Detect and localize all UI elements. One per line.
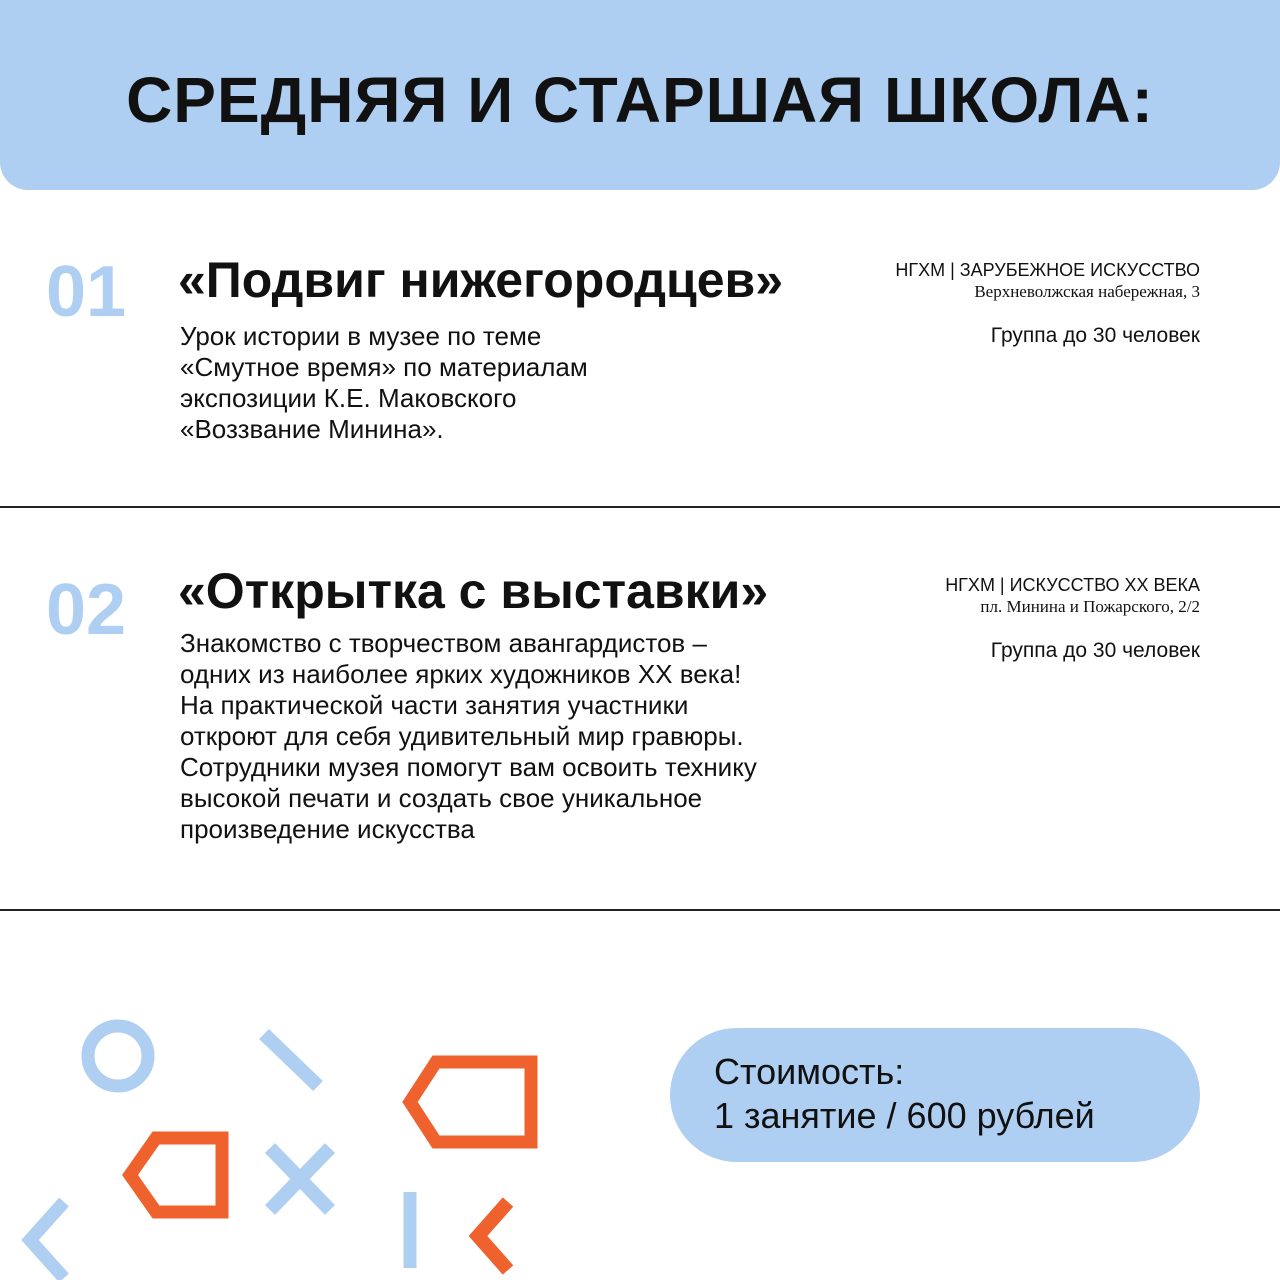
description-line: откроют для себя удивительный мир гравюры. bbox=[180, 721, 744, 751]
program-description bbox=[180, 628, 910, 845]
description-line: На практической части занятия участники bbox=[180, 690, 689, 720]
decorative-shapes bbox=[0, 1000, 600, 1280]
program-location bbox=[945, 575, 1200, 617]
pentagon-tag-shape bbox=[410, 1062, 531, 1142]
program-title: «Подвиг нижегородцев» bbox=[178, 252, 784, 308]
venue-label: НГХМ | ИСКУССТВО XX ВЕКА bbox=[945, 575, 1200, 595]
program-title: «Открытка с выставки» bbox=[178, 563, 769, 619]
chevron-shape bbox=[30, 1202, 64, 1278]
program-description bbox=[180, 321, 910, 445]
chevron-shape bbox=[478, 1202, 508, 1270]
program-location bbox=[895, 260, 1200, 302]
venue-label: НГХМ | ЗАРУБЕЖНОЕ ИСКУССТВО bbox=[895, 260, 1200, 280]
description-line: «Воззвание Минина». bbox=[180, 414, 444, 444]
price-badge bbox=[670, 1028, 1200, 1162]
program-number: 01 bbox=[46, 252, 127, 332]
header-banner bbox=[0, 0, 1280, 190]
description-line: «Смутное время» по материалам bbox=[180, 352, 588, 382]
description-line: одних из наиболее ярких художников XX века! bbox=[180, 659, 742, 689]
description-line: произведение искусства bbox=[180, 814, 475, 844]
description-line: Сотрудники музея помогут вам освоить технику bbox=[180, 752, 757, 782]
price-value: 1 занятие / 600 рублей bbox=[714, 1095, 1095, 1136]
description-line: Знакомство с творчеством авангардистов – bbox=[180, 628, 707, 658]
section-divider bbox=[0, 506, 1280, 508]
price-label: Стоимость: bbox=[714, 1051, 905, 1092]
slash-shape bbox=[264, 1034, 318, 1086]
group-size: Группа до 30 человек bbox=[990, 324, 1200, 347]
address-label: пл. Минина и Пожарского, 2/2 bbox=[980, 597, 1200, 616]
group-size: Группа до 30 человек bbox=[990, 639, 1200, 662]
program-number: 02 bbox=[46, 570, 127, 650]
description-line: Урок истории в музее по теме bbox=[180, 321, 542, 351]
circle-shape bbox=[88, 1026, 148, 1086]
address-label: Верхневолжская набережная, 3 bbox=[974, 282, 1200, 301]
section-divider bbox=[0, 909, 1280, 911]
description-line: экспозиции К.Е. Маковского bbox=[180, 383, 517, 413]
pentagon-tag-shape bbox=[130, 1138, 222, 1212]
description-line: высокой печати и создать свое уникальное bbox=[180, 783, 703, 813]
page-title: СРЕДНЯЯ И СТАРШАЯ ШКОЛА: bbox=[126, 64, 1154, 136]
